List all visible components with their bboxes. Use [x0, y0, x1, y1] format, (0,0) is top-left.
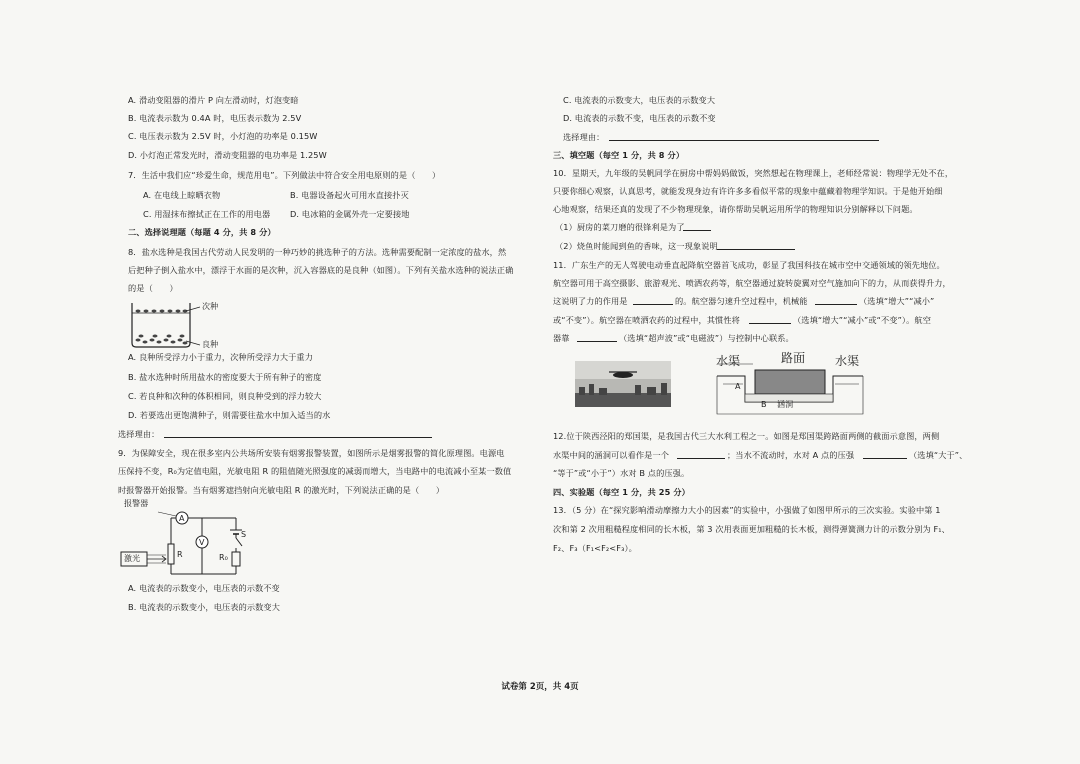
q8-option-d: D. 若要选出更饱满种子，则需要往盐水中加入适当的水: [128, 410, 331, 420]
canal-left-label: 水渠: [716, 354, 741, 368]
beaker-figure: [128, 299, 238, 351]
q13-stem-line3: F₂、F₃（F₁<F₂<F₃）。: [553, 543, 637, 553]
q12-stem-line2b: ；当水不流动时，水对 A 点的压强: [727, 450, 855, 460]
q11-blank1[interactable]: [633, 296, 673, 305]
q11-stem-line1: 11．广东生产的无人驾驶电动垂直起降航空器首飞成功，彰显了我国科技在城市空中交通领域的领先地位。: [553, 260, 945, 270]
q9-reason-blank[interactable]: [609, 132, 879, 141]
q10-stem-line2: 只要你细心观察，认真思考，就能发现身边有许许多多看似平常的现象中蕴藏着物理学知识。于是他开始细: [553, 186, 943, 196]
q9-stem-line2: 压保持不变，R₀为定值电阻，光敏电阻 R 的阻值随光照强度的减弱而增大，当电路中的电流减小至某一数值: [118, 466, 512, 476]
q10-stem-line1: 10．星期天，九年级的吴帆同学在厨房中帮妈妈做饭，突然想起在物理课上，老师经常说：物理学无处不在，: [553, 168, 954, 178]
q12-blank2[interactable]: [863, 450, 907, 459]
q8-stem-line1: 8．盐水选种是我国古代劳动人民发明的一种巧妙的挑选种子的方法。选种需要配制一定浓度的盐水，然: [128, 247, 507, 257]
q11-stem-line3b: 的。航空器匀速升空过程中，机械能: [675, 296, 808, 306]
q8-reason-blank[interactable]: [164, 429, 432, 438]
q7-option-b: B. 电器设备起火可用水直接扑灭: [290, 190, 409, 200]
q10-sub1-blank[interactable]: [683, 222, 711, 231]
point-b-label: B: [761, 400, 767, 409]
ammeter-symbol: A: [179, 514, 185, 523]
voltmeter-symbol: V: [199, 538, 205, 547]
q12-blank1[interactable]: [677, 450, 725, 459]
alarm-label: 报警器: [124, 499, 149, 508]
q10-sub2-blank[interactable]: [717, 241, 795, 250]
seed-label-inferior: 次种: [202, 302, 219, 311]
q7-option-a: A. 在电线上晾晒衣物: [143, 190, 221, 200]
q9-stem-line1: 9．为保障安全，现在很多室内公共场所安装有烟雾报警装置，如图所示是烟雾报警的简化原理图。电源电: [118, 448, 505, 458]
q12-stem-line2c: （选填“大于”、: [909, 450, 968, 460]
q12-stem-line3: “等于”或“小于”）水对 B 点的压强。: [553, 468, 690, 478]
q11-blank4[interactable]: [577, 333, 617, 342]
laser-label: 激光: [124, 554, 141, 563]
q8-option-a: A. 良种所受浮力小于重力，次种所受浮力大于重力: [128, 352, 313, 362]
q11-blank3[interactable]: [749, 315, 791, 324]
switch-label: S: [241, 530, 247, 539]
q10-sub2: （2）烧鱼时能闻到鱼的香味，这一现象说明: [555, 241, 718, 251]
culvert-label: 涵洞: [777, 400, 794, 409]
q6-option-a: A. 滑动变阻器的滑片 P 向左滑动时，灯泡变暗: [128, 95, 299, 105]
q10-stem-line3: 心地观察，结果还真的发现了不少物理现象，请你帮助吴帆运用所学的物理知识分别解释以下问题。: [553, 204, 918, 214]
q11-stem-line5a: 器靠: [553, 333, 570, 343]
q7-option-c: C. 用湿抹布擦拭正在工作的用电器: [143, 209, 271, 219]
section-3-heading: 三、填空题（每空 1 分，共 8 分）: [553, 150, 685, 160]
section-2-heading: 二、选择说理题（每题 4 分，共 8 分）: [128, 227, 276, 237]
q13-stem-line1: 13．（5 分）在“探究影响滑动摩擦力大小的因素”的实验中，小强做了如图甲所示的三次实验。实验中第 1: [553, 505, 941, 515]
q8-option-c: C. 若良种和次种的体积相同，则良种受到的浮力较大: [128, 391, 322, 401]
q9-option-d: D. 电流表的示数不变，电压表的示数不变: [563, 113, 716, 123]
q11-stem-line4a: 或“不变”）。航空器在喷洒农药的过程中，其惯性将: [553, 315, 740, 325]
q7-option-d: D. 电冰箱的金属外壳一定要接地: [290, 209, 410, 219]
smoke-alarm-circuit: [118, 500, 248, 580]
q10-sub1: （1）厨房的菜刀磨的很锋利是为了: [555, 222, 685, 232]
q12-stem-line2a: 水渠中间的涵洞可以看作是一个: [553, 450, 670, 460]
q9-option-a: A. 电流表的示数变小，电压表的示数不变: [128, 583, 280, 593]
q11-blank2[interactable]: [815, 296, 857, 305]
q8-stem-line3: 的是（ ）: [128, 283, 178, 293]
photoresistor-label: R: [177, 550, 183, 559]
q9-option-c: C. 电流表的示数变大，电压表的示数变大: [563, 95, 716, 105]
q6-option-d: D. 小灯泡正常发光时，滑动变阻器的电功率是 1.25W: [128, 150, 327, 160]
q8-stem-line2: 后把种子倒入盐水中，漂浮于水面的是次种，沉入容器底的是良种（如图）。下列有关盐水选种的说法正确: [128, 265, 514, 275]
q8-reason-label: 选择理由：: [118, 429, 160, 439]
q7-stem: 7．生活中我们应“珍爱生命，规范用电”。下列做法中符合安全用电原则的是（ ）: [128, 170, 441, 180]
q6-option-c: C. 电压表示数为 2.5V 时，小灯泡的功率是 0.15W: [128, 131, 318, 141]
q11-stem-line4b: （选填“增大”“减小”或“不变”）。航空: [793, 315, 931, 325]
q13-stem-line2: 次和第 2 次用粗糙程度相同的长木板，第 3 次用表面更加粗糙的长木板，测得弹簧测力计的示数分别为 F₁、: [553, 524, 950, 534]
road-label: 路面: [781, 351, 806, 365]
q11-stem-line5b: （选填“超声波”或“电磁波”）与控制中心联系。: [619, 333, 794, 343]
canal-right-label: 水渠: [835, 354, 860, 368]
q6-option-b: B. 电流表示数为 0.4A 时，电压表示数为 2.5V: [128, 113, 302, 123]
page-footer: 试卷第 2页，共 4页: [501, 682, 579, 692]
q11-stem-line3c: （选填“增大”“减小”: [859, 296, 935, 306]
aircraft-photo: [575, 361, 671, 407]
q11-stem-line3a: 这说明了力的作用是: [553, 296, 628, 306]
q9-option-b: B. 电流表的示数变小，电压表的示数变大: [128, 602, 281, 612]
q8-option-b: B. 盐水选种时所用盐水的密度要大于所有种子的密度: [128, 372, 322, 382]
seed-label-good: 良种: [202, 340, 219, 349]
section-4-heading: 四、实验题（每空 1 分，共 25 分）: [553, 487, 690, 497]
q11-stem-line2: 航空器可用于高空摄影、旅游观光、喷洒农药等，航空器通过旋转旋翼对空气施加向下的力，从而获得升力，: [553, 278, 951, 288]
fixed-resistor-label: R₀: [219, 553, 228, 562]
q9-stem-line3: 时报警器开始报警。当有烟雾遮挡射向光敏电阻 R 的激光时，下列说法正确的是（ ）: [118, 485, 445, 495]
q9-reason-label: 选择理由：: [563, 132, 605, 142]
q12-stem-line1: 12.位于陕西泾阳的郑国渠，是我国古代三大水利工程之一。如图是郑国渠跨路面两侧的截面示意图，两侧: [553, 431, 940, 441]
point-a-label: A: [735, 382, 741, 391]
